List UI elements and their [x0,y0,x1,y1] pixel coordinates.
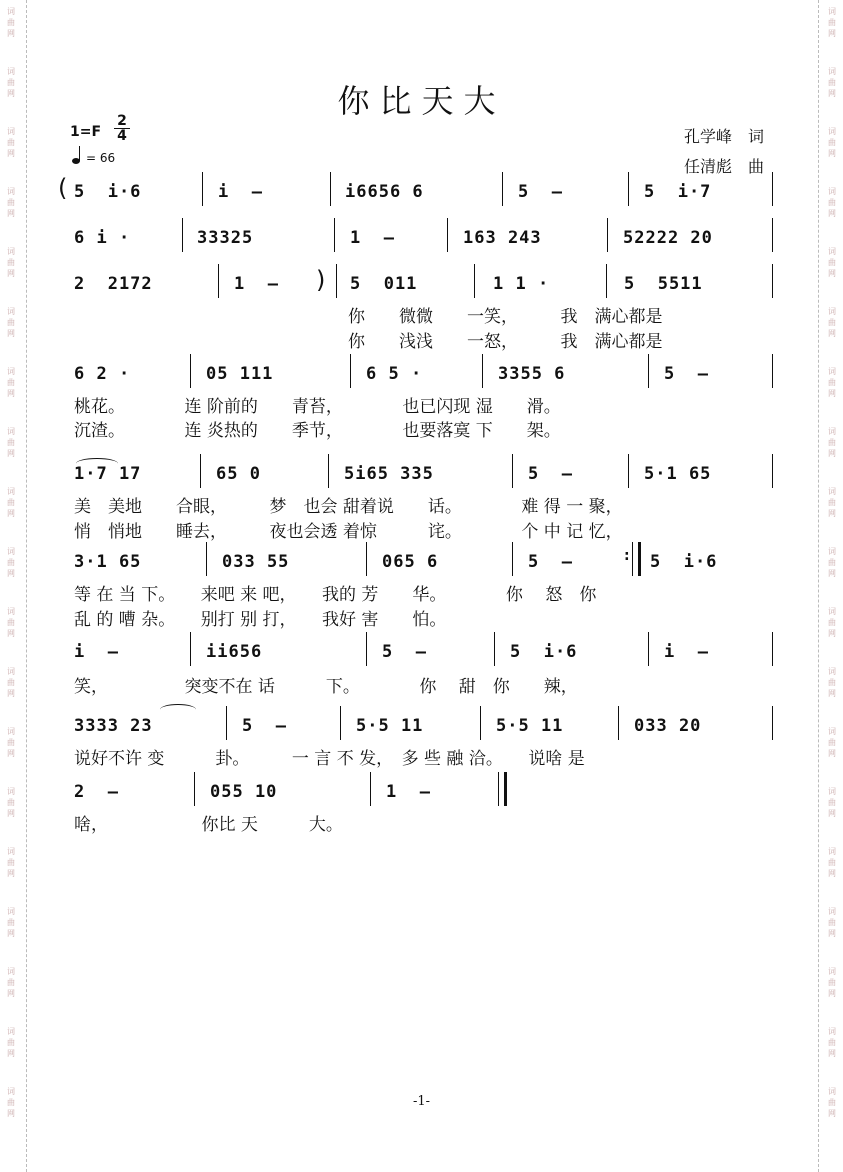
watermark-text: 词 曲 网 [828,487,836,518]
measure-14: 1 1 · [493,274,550,294]
measure-15: 5 5511 [624,274,703,294]
bar-line [606,264,607,298]
measure-9: 163 243 [463,228,542,248]
watermark-text: 词 曲 网 [7,187,15,218]
measure-13: 5 011 [350,274,418,294]
watermark-text: 词 曲 网 [7,367,15,398]
bar-line [447,218,448,252]
lyric-line-2: 你 浅浅 一怒， 我 满心都是 [348,332,663,352]
lyric-line-1: 等 在 当 下。 来吧 来 吧， 我的 芳 华。 你 怒 你 [74,585,597,605]
measure-29: 5 – [528,552,573,572]
bar-line [190,632,191,666]
measure-19: 3355 6 [498,364,566,384]
watermark-text: 词 曲 网 [7,727,15,758]
watermark-text: 词 曲 网 [828,1087,836,1118]
measure-35: i – [664,642,709,662]
bar-line [202,172,203,206]
watermark-text: 词 曲 网 [7,967,15,998]
measure-26: 3·1 65 [74,552,142,572]
bar-line [330,172,331,206]
watermark-text: 词 曲 网 [828,727,836,758]
measure-1: 5 i·6 [74,182,142,202]
measure-5: 5 i·7 [644,182,712,202]
measure-3: i6656 6 [345,182,424,202]
measure-23: 5i65 335 [344,464,434,484]
lyric-line-1: 说好不许 变 卦。 一 言 不 发， 多 些 融 洽。 说啥 是 [74,749,585,769]
bar-line [370,772,371,806]
measure-21: 1·7 17 [74,464,142,484]
bar-line [366,542,367,576]
bar-line [482,354,483,388]
tempo-marking [72,150,115,166]
bar-line [194,772,195,806]
measure-25: 5·1 65 [644,464,712,484]
bar-line [200,454,201,488]
lyricist-credit: 孔学峰 词 [684,127,765,146]
measure-12: 1 – [234,274,279,294]
page-number: -1- [412,1094,431,1109]
lyric-line-2: 沉渣。 连 炎热的 季节， 也要落寞 下 架。 [74,421,561,441]
measure-18: 6 5 · [366,364,423,384]
watermark-text: 词 曲 网 [828,1027,836,1058]
watermark-text: 词 曲 网 [828,607,836,638]
watermark-text: 词 曲 网 [7,847,15,878]
repeat-bar-line [632,542,641,576]
lyric-line-1: 美 美地 合眼， 梦 也会 甜着说 话。 难 得 一 聚， [74,497,623,517]
watermark-text: 词 曲 网 [828,247,836,278]
watermark-text: 词 曲 网 [7,1027,15,1058]
bar-line [772,218,773,252]
quarter-note-icon [72,158,80,164]
measure-39: 5·5 11 [496,716,564,736]
song-title: 你比天大 [337,82,506,120]
lyric-line-1: 笑， 突变不在 话 下。 你 甜 你 辣， [74,677,578,697]
measure-17: 05 111 [206,364,274,384]
measure-22: 65 0 [216,464,261,484]
watermark-text: 词 曲 网 [7,1087,15,1118]
watermark-text: 词 曲 网 [7,247,15,278]
bar-line [328,454,329,488]
bar-line [772,454,773,488]
bar-line [772,706,773,740]
tempo-value: = 66 [86,151,116,165]
bar-line [336,264,337,298]
measure-30: 5 i·6 [650,552,718,572]
bar-line [772,264,773,298]
bar-line [206,542,207,576]
measure-36: 3333 23 [74,716,153,736]
measure-8: 1 – [350,228,395,248]
watermark-text: 词 曲 网 [7,487,15,518]
measure-33: 5 – [382,642,427,662]
bar-line [182,218,183,252]
time-signature [114,114,130,143]
measure-31: i – [74,642,119,662]
bar-line [218,264,219,298]
watermark-text: 词 曲 网 [828,307,836,338]
measure-38: 5·5 11 [356,716,424,736]
slur [160,704,196,715]
watermark-text: 词 曲 网 [828,547,836,578]
bar-line [772,354,773,388]
measure-11: 2 2172 [74,274,153,294]
bar-line [226,706,227,740]
watermark-text: 词 曲 网 [828,967,836,998]
watermark-text: 词 曲 网 [7,127,15,158]
bar-line [494,632,495,666]
watermark-text: 词 曲 网 [7,67,15,98]
lyric-line-2: 悄 悄地 睡去， 夜也会透 着惊 诧。 个 中 记 忆， [74,522,623,542]
bar-line [480,706,481,740]
measure-40: 033 20 [634,716,702,736]
measure-2: i – [218,182,263,202]
lyric-line-1: 你 微微 一笑， 我 满心都是 [348,307,663,327]
repeat-close-paren: ) [316,266,326,294]
bar-line [772,172,773,206]
bar-line [502,172,503,206]
bar-line [366,632,367,666]
measure-43: 1 – [386,782,431,802]
watermark-text: 词 曲 网 [828,67,836,98]
watermark-text: 词 曲 网 [828,367,836,398]
watermark-text: 词 曲 网 [828,847,836,878]
watermark-text: 词 曲 网 [828,787,836,818]
measure-41: 2 – [74,782,119,802]
measure-28: 065 6 [382,552,439,572]
watermark-text: 词 曲 网 [7,787,15,818]
bar-line [334,218,335,252]
repeat-start-sign: : [624,548,630,564]
measure-37: 5 – [242,716,287,736]
bar-line [512,542,513,576]
measure-6: 6 i · [74,228,131,248]
measure-10: 52222 20 [623,228,713,248]
bar-line [350,354,351,388]
bar-line [607,218,608,252]
bar-line [648,354,649,388]
watermark-text: 词 曲 网 [828,427,836,458]
bar-line [772,632,773,666]
watermark-text: 词 曲 网 [828,667,836,698]
watermark-text: 词 曲 网 [7,667,15,698]
measure-20: 5 – [664,364,709,384]
meter-top: 2 [114,114,130,129]
final-bar-line [498,772,507,806]
watermark-text: 词 曲 网 [7,427,15,458]
bar-line [512,454,513,488]
bar-line [474,264,475,298]
lyric-line-1: 啥， 你比 天 大。 [74,815,343,835]
measure-42: 055 10 [210,782,278,802]
watermark-text: 词 曲 网 [828,907,836,938]
repeat-open-paren: ( [58,174,68,202]
meter-bottom: 4 [117,128,127,144]
measure-24: 5 – [528,464,573,484]
watermark-text: 词 曲 网 [828,7,836,38]
measure-7: 33325 [197,228,254,248]
bar-line [340,706,341,740]
bar-line [628,172,629,206]
measure-34: 5 i·6 [510,642,578,662]
measure-16: 6 2 · [74,364,131,384]
watermark-text: 词 曲 网 [7,907,15,938]
key-signature: 1=F [70,124,102,140]
bar-line [190,354,191,388]
watermark-text: 词 曲 网 [828,187,836,218]
lyric-line-1: 桃花。 连 阶前的 青苔， 也已闪现 湿 滑。 [74,397,561,417]
lyric-line-2: 乱 的 嘈 杂。 别打 别 打， 我好 害 怕。 [74,610,447,630]
measure-4: 5 – [518,182,563,202]
watermark-text: 词 曲 网 [7,607,15,638]
bar-line [648,632,649,666]
bar-line [628,454,629,488]
watermark-text: 词 曲 网 [828,127,836,158]
measure-27: 033 55 [222,552,290,572]
watermark-text: 词 曲 网 [7,7,15,38]
composer-credit: 任清彪 曲 [684,157,765,176]
bar-line [618,706,619,740]
watermark-text: 词 曲 网 [7,307,15,338]
watermark-text: 词 曲 网 [7,547,15,578]
measure-32: ii656 [206,642,263,662]
